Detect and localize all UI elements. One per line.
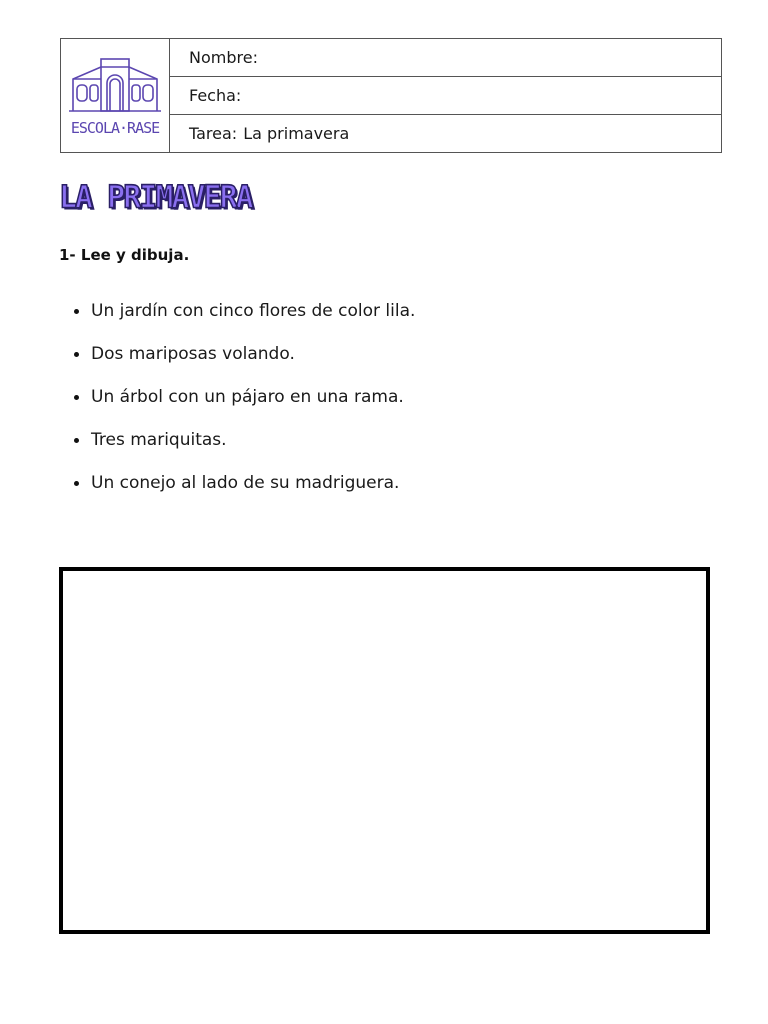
name-label: Nombre: [189, 48, 258, 67]
task-field [170, 115, 721, 152]
page-title: LA PRIMAVERA [59, 179, 252, 216]
school-logo [61, 39, 170, 152]
list-item: Un jardín con cinco flores de color lila. [72, 300, 415, 343]
exercise-instruction: 1- Lee y dibuja. [59, 246, 190, 264]
list-item: Un conejo al lado de su madriguera. [72, 472, 415, 515]
header-table [60, 38, 722, 153]
list-item: Un árbol con un pájaro en una rama. [72, 386, 415, 429]
school-building-icon [67, 53, 163, 115]
logo-text: ESCOLA·RASE [70, 119, 160, 137]
date-label: Fecha: [189, 86, 242, 105]
drawing-area[interactable] [59, 567, 710, 934]
date-field[interactable] [170, 77, 721, 115]
list-item: Dos mariposas volando. [72, 343, 415, 386]
student-fields [170, 39, 721, 152]
task-label: Tarea: [189, 124, 238, 143]
name-field[interactable] [170, 39, 721, 77]
list-item: Tres mariquitas. [72, 429, 415, 472]
task-value: La primavera [243, 124, 350, 143]
task-list [72, 300, 415, 515]
